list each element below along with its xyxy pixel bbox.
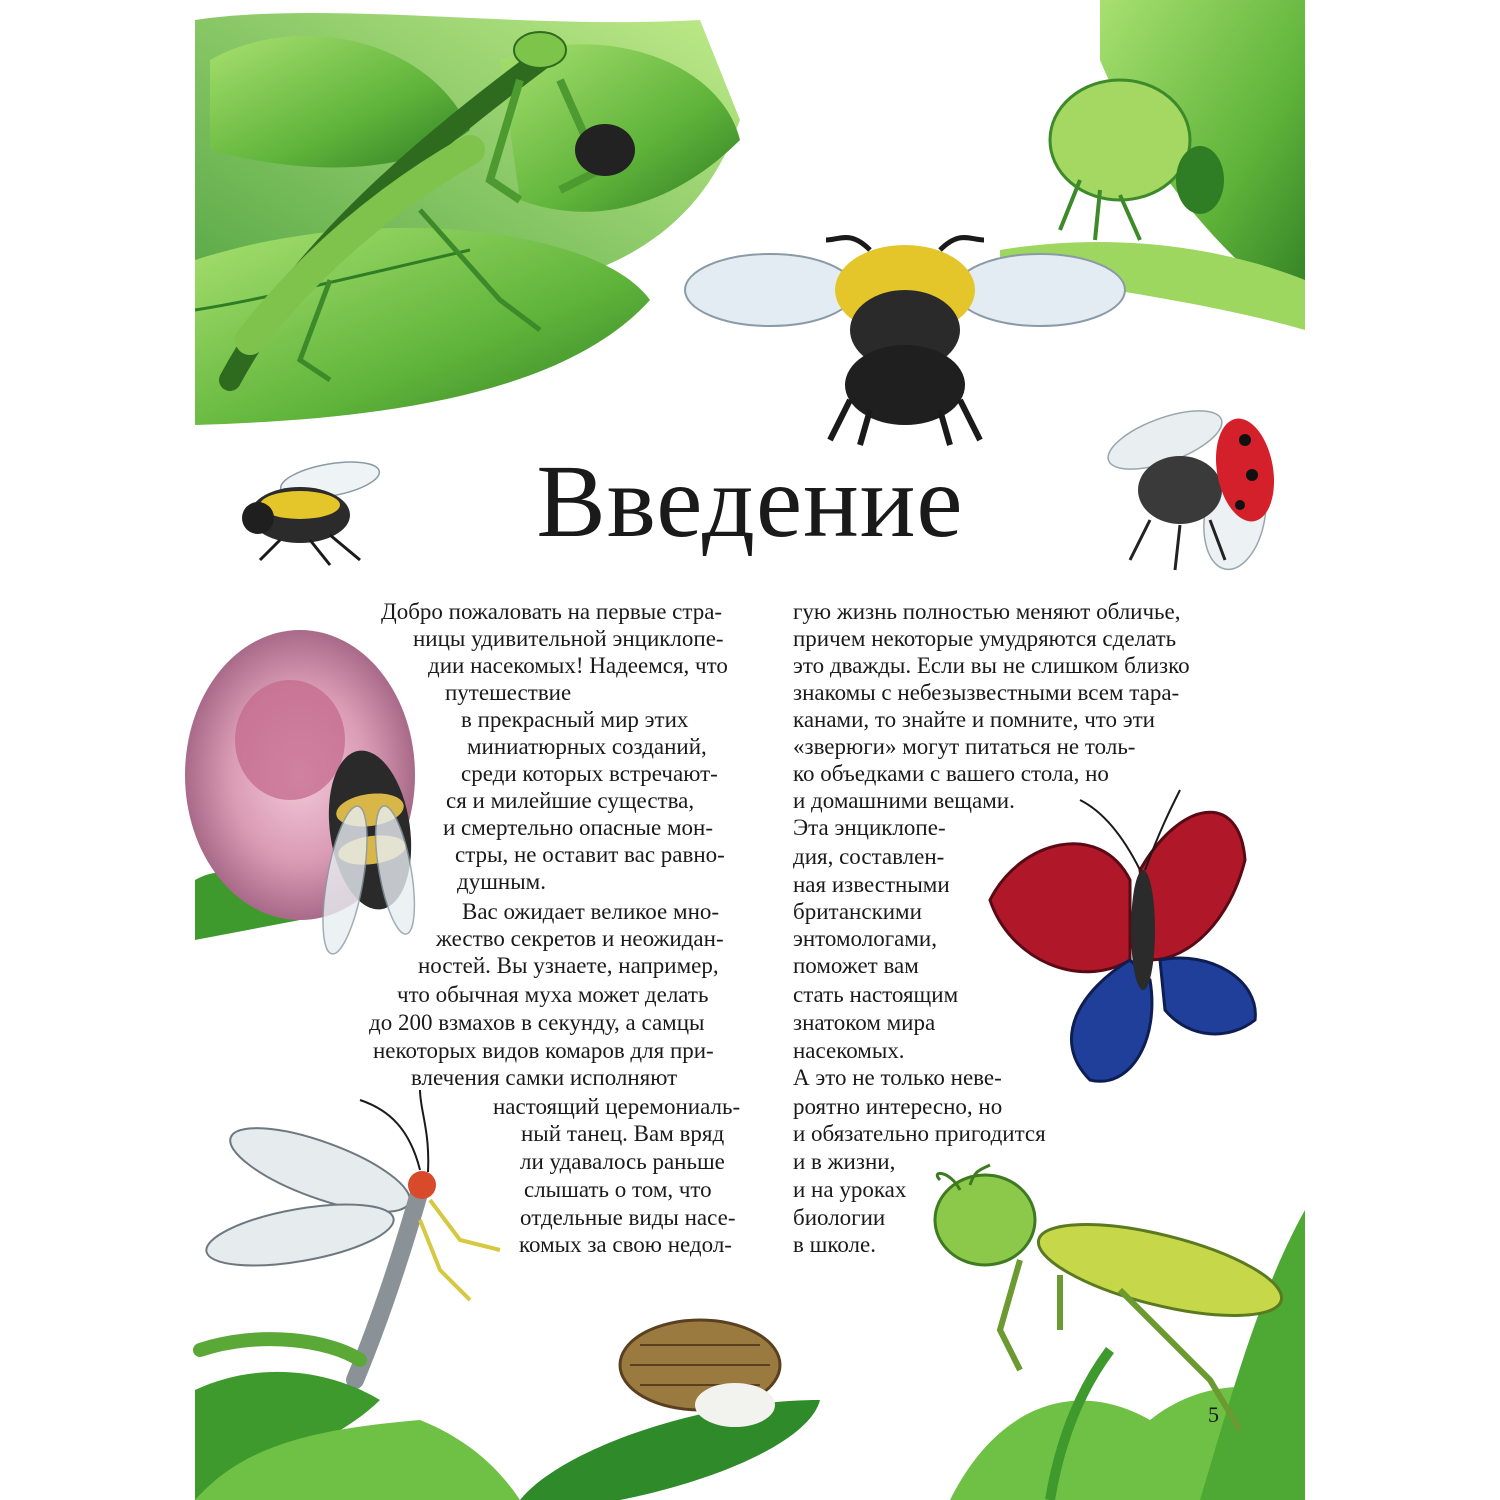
left-column-line: некоторых видов комаров для при- [373,1038,714,1063]
left-column-line: влечения самки исполняют [411,1065,678,1090]
grass-illustration [195,1339,520,1500]
right-column-line: роятно интересно, но [793,1094,1003,1119]
left-column-line: слышать о том, что [524,1177,712,1202]
right-column-line: знатоком мира [793,1010,936,1035]
left-column-line: до 200 взмахов в секунду, а самцы [369,1010,705,1035]
right-column-line: и домашними вещами. [793,788,1015,813]
right-column-line: Эта энциклопе- [793,815,946,840]
flower-bee-illustration [185,630,422,957]
left-column-line: Добро пожаловать на первые стра- [381,599,723,624]
right-column-line: канами, то знайте и помните, что эти [793,707,1155,732]
left-column-line: что обычная муха может делать [397,982,709,1007]
butterfly-illustration [990,790,1255,1081]
left-column-line: Вас ожидает великое мно- [462,899,720,924]
left-column-line: комых за свою недол- [519,1232,732,1257]
right-column-line: А это не только неве- [793,1065,1002,1090]
right-column-line: знакомы с небезызвестными всем тара- [793,680,1180,705]
right-column-line: британскими [793,899,922,924]
right-column-line: биологии [793,1205,886,1230]
right-column-line: в школе. [793,1232,876,1257]
left-column-line: ли удавалось раньше [520,1149,725,1174]
mantis-illustration [195,13,740,425]
left-column-line: среди которых встречают- [461,761,718,786]
woodlouse-illustration [520,1320,820,1500]
right-column-line: «зверюги» могут питаться не толь- [793,734,1136,759]
left-column-line: ностей. Вы узнаете, например, [418,953,719,978]
right-column-line: это дважды. Если вы не слишком близко [793,653,1190,678]
right-column-line: поможет вам [793,953,919,978]
right-column-line: и обязательно пригодится [793,1121,1046,1146]
left-column-line: стры, не оставит вас равно- [455,842,725,867]
right-column-line: ко объедками с вашего стола, но [793,761,1109,786]
right-column-line: ная известными [793,872,950,897]
left-column-line: ницы удивительной энциклопе- [413,626,724,651]
left-column-line: жество секретов и неожидан- [436,926,724,951]
bumblebee-illustration [685,238,1125,446]
page-title: Введение [536,444,964,559]
left-column-line: настоящий церемониаль- [493,1094,741,1119]
right-column-line: энтомологами, [793,926,937,951]
left-column-line: путешествие [445,680,572,705]
left-column-line: ный танец. Вам вряд [521,1121,725,1146]
right-column-line: причем некоторые умудряются сделать [793,626,1177,651]
grasshopper-illustration [935,1165,1305,1500]
left-column-line: миниатюрных созданий, [467,734,707,759]
right-column-line: и в жизни, [793,1149,896,1174]
right-column-line: насекомых. [793,1038,905,1063]
left-column-line: душным. [457,869,546,894]
right-column-line: гую жизнь полностью меняют обличье, [793,599,1181,624]
right-column-line: стать настоящим [793,982,959,1007]
left-column-line: ся и милейшие существа, [446,788,695,813]
left-column-line: и смертельно опасные мон- [443,815,713,840]
left-column-line: отдельные виды насе- [520,1205,736,1230]
right-column-line: и на уроках [793,1177,907,1202]
page-number: 5 [1208,1402,1219,1427]
left-column-line: дии насекомых! Надеемся, что [428,653,728,678]
right-column-line: дия, составлен- [793,844,945,869]
left-column-line: в прекрасный мир этих [461,707,689,732]
